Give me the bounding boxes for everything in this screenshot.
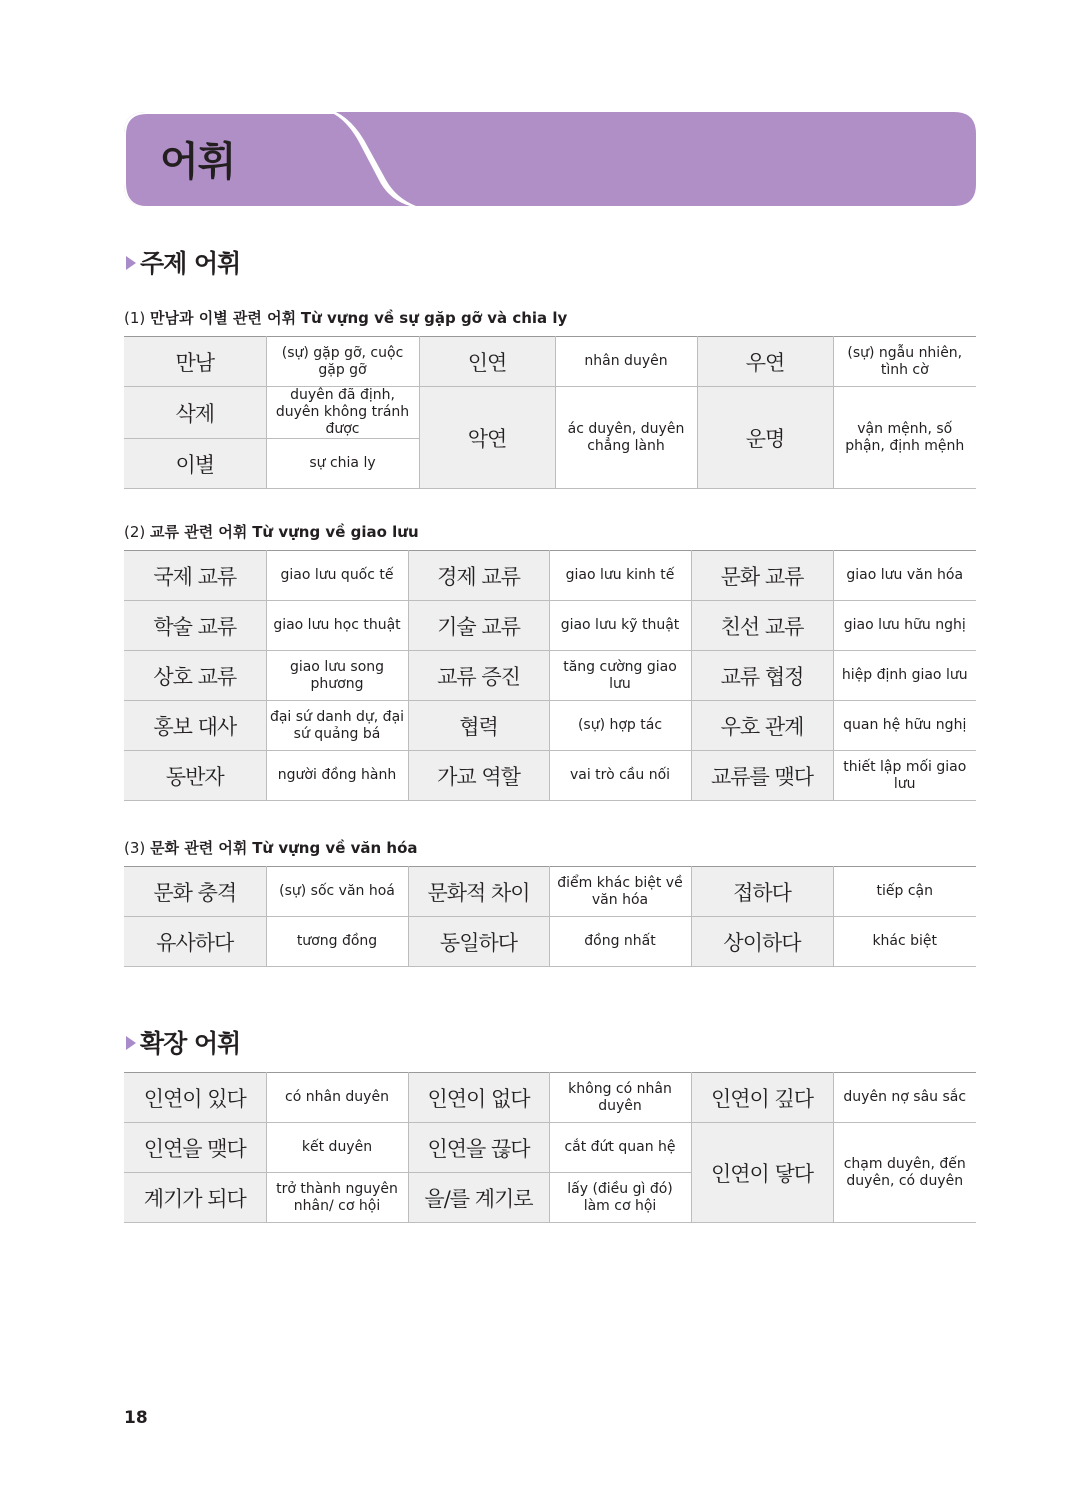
group-number: (1) (124, 309, 146, 327)
korean-term: 국제 교류 (124, 551, 266, 601)
korean-term: 협력 (408, 701, 549, 751)
korean-term: 동일하다 (408, 917, 549, 967)
vietnamese-meaning: giao lưu song phương (266, 651, 408, 701)
group-title-ko: 교류 관련 어휘 (150, 523, 248, 541)
vietnamese-meaning: giao lưu quốc tế (266, 551, 408, 601)
korean-term: 인연이 있다 (124, 1073, 266, 1123)
triangle-bullet-icon (126, 256, 136, 270)
section-heading-text: 주제 어휘 (140, 249, 241, 278)
korean-term: 문화 충격 (124, 867, 266, 917)
korean-term: 기술 교류 (408, 601, 549, 651)
page-title: 어휘 (160, 139, 236, 185)
vietnamese-meaning: giao lưu học thuật (266, 601, 408, 651)
table-row (124, 751, 976, 801)
vietnamese-meaning: đại sứ danh dự, đại sứ quảng bá (266, 701, 408, 751)
vietnamese-meaning: thiết lập mối giao lưu (833, 751, 976, 801)
korean-term: 상이하다 (691, 917, 833, 967)
korean-term: 경제 교류 (408, 551, 549, 601)
korean-term: 이별 (124, 439, 266, 489)
korean-term: 인연을 끊다 (408, 1123, 549, 1173)
group-title-ko: 만남과 이별 관련 어휘 (150, 309, 297, 327)
vocab-table-meeting (124, 336, 976, 489)
vocab-table-extended (124, 1072, 976, 1223)
section-heading-extended (126, 1024, 240, 1060)
table-row (124, 867, 976, 917)
group-number: (2) (124, 523, 146, 541)
vietnamese-meaning: (sự) sốc văn hoá (266, 867, 408, 917)
vietnamese-meaning: hiệp định giao lưu (833, 651, 976, 701)
vietnamese-meaning: tương đồng (266, 917, 408, 967)
vietnamese-meaning: không có nhân duyên (549, 1073, 691, 1123)
korean-term: 친선 교류 (691, 601, 833, 651)
page-number: 18 (124, 1408, 148, 1428)
vietnamese-meaning: (sự) hợp tác (549, 701, 691, 751)
vietnamese-meaning: kết duyên (266, 1123, 408, 1173)
korean-term: 인연이 없다 (408, 1073, 549, 1123)
korean-term: 계기가 되다 (124, 1173, 266, 1223)
vietnamese-meaning: tiếp cận (833, 867, 976, 917)
vietnamese-meaning: khác biệt (833, 917, 976, 967)
vietnamese-meaning: sự chia ly (266, 439, 419, 489)
vietnamese-meaning: có nhân duyên (266, 1073, 408, 1123)
group-number: (3) (124, 839, 146, 857)
vietnamese-meaning: điểm khác biệt về văn hóa (549, 867, 691, 917)
vietnamese-meaning: duyên đã định, duyên không tránh được (266, 387, 419, 439)
vietnamese-meaning: nhân duyên (555, 337, 697, 387)
vietnamese-meaning: chạm duyên, đến duyên, có duyên (833, 1123, 976, 1223)
korean-term: 교류 증진 (408, 651, 549, 701)
vietnamese-meaning: (sự) ngẫu nhiên, tình cờ (833, 337, 976, 387)
group-heading (124, 521, 419, 542)
korean-term: 운명 (697, 387, 833, 489)
korean-term: 인연 (419, 337, 555, 387)
korean-term: 우연 (697, 337, 833, 387)
korean-term: 접하다 (691, 867, 833, 917)
table-row (124, 917, 976, 967)
group-title-vi: Từ vựng về sự gặp gỡ và chia ly (300, 309, 568, 327)
table-row (124, 337, 976, 387)
vietnamese-meaning: vai trò cầu nối (549, 751, 691, 801)
chapter-banner (124, 112, 976, 206)
vietnamese-meaning: giao lưu hữu nghị (833, 601, 976, 651)
table-row (124, 1073, 976, 1123)
triangle-bullet-icon (126, 1036, 136, 1050)
korean-term: 삭제 (124, 387, 266, 439)
vietnamese-meaning: đồng nhất (549, 917, 691, 967)
group-title-vi: Từ vựng về văn hóa (252, 839, 418, 857)
vocab-table-exchange (124, 550, 976, 801)
korean-term: 인연이 깊다 (691, 1073, 833, 1123)
korean-term: 악연 (419, 387, 555, 489)
vietnamese-meaning: trở thành nguyên nhân/ cơ hội (266, 1173, 408, 1223)
korean-term: 교류를 맺다 (691, 751, 833, 801)
vietnamese-meaning: người đồng hành (266, 751, 408, 801)
vietnamese-meaning: tăng cường giao lưu (549, 651, 691, 701)
vietnamese-meaning: lấy (điều gì đó) làm cơ hội (549, 1173, 691, 1223)
vietnamese-meaning: vận mệnh, số phận, định mệnh (833, 387, 976, 489)
korean-term: 홍보 대사 (124, 701, 266, 751)
korean-term: 인연이 닿다 (691, 1123, 833, 1223)
korean-term: 우호 관계 (691, 701, 833, 751)
korean-term: 동반자 (124, 751, 266, 801)
korean-term: 만남 (124, 337, 266, 387)
vietnamese-meaning: duyên nợ sâu sắc (833, 1073, 976, 1123)
group-heading (124, 307, 567, 328)
korean-term: 문화 교류 (691, 551, 833, 601)
vietnamese-meaning: quan hệ hữu nghị (833, 701, 976, 751)
korean-term: 유사하다 (124, 917, 266, 967)
vietnamese-meaning: giao lưu kinh tế (549, 551, 691, 601)
table-row (124, 1123, 976, 1173)
korean-term: 인연을 맺다 (124, 1123, 266, 1173)
vietnamese-meaning: giao lưu kỹ thuật (549, 601, 691, 651)
group-title-ko: 문화 관련 어휘 (150, 839, 248, 857)
table-row (124, 651, 976, 701)
vietnamese-meaning: giao lưu văn hóa (833, 551, 976, 601)
korean-term: 가교 역할 (408, 751, 549, 801)
korean-term: 교류 협정 (691, 651, 833, 701)
table-row (124, 701, 976, 751)
banner-shape (124, 112, 976, 206)
vocab-table-culture (124, 866, 976, 967)
korean-term: 을/를 계기로 (408, 1173, 549, 1223)
section-heading-text: 확장 어휘 (140, 1029, 241, 1058)
group-title-vi: Từ vựng về giao lưu (252, 523, 419, 541)
group-heading (124, 837, 418, 858)
table-row (124, 551, 976, 601)
korean-term: 상호 교류 (124, 651, 266, 701)
table-row (124, 601, 976, 651)
vietnamese-meaning: (sự) gặp gỡ, cuộc gặp gỡ (266, 337, 419, 387)
vietnamese-meaning: ác duyên, duyên chẳng lành (555, 387, 697, 489)
vietnamese-meaning: cắt đứt quan hệ (549, 1123, 691, 1173)
table-row (124, 387, 976, 439)
korean-term: 문화적 차이 (408, 867, 549, 917)
section-heading-topic (126, 244, 240, 280)
korean-term: 학술 교류 (124, 601, 266, 651)
